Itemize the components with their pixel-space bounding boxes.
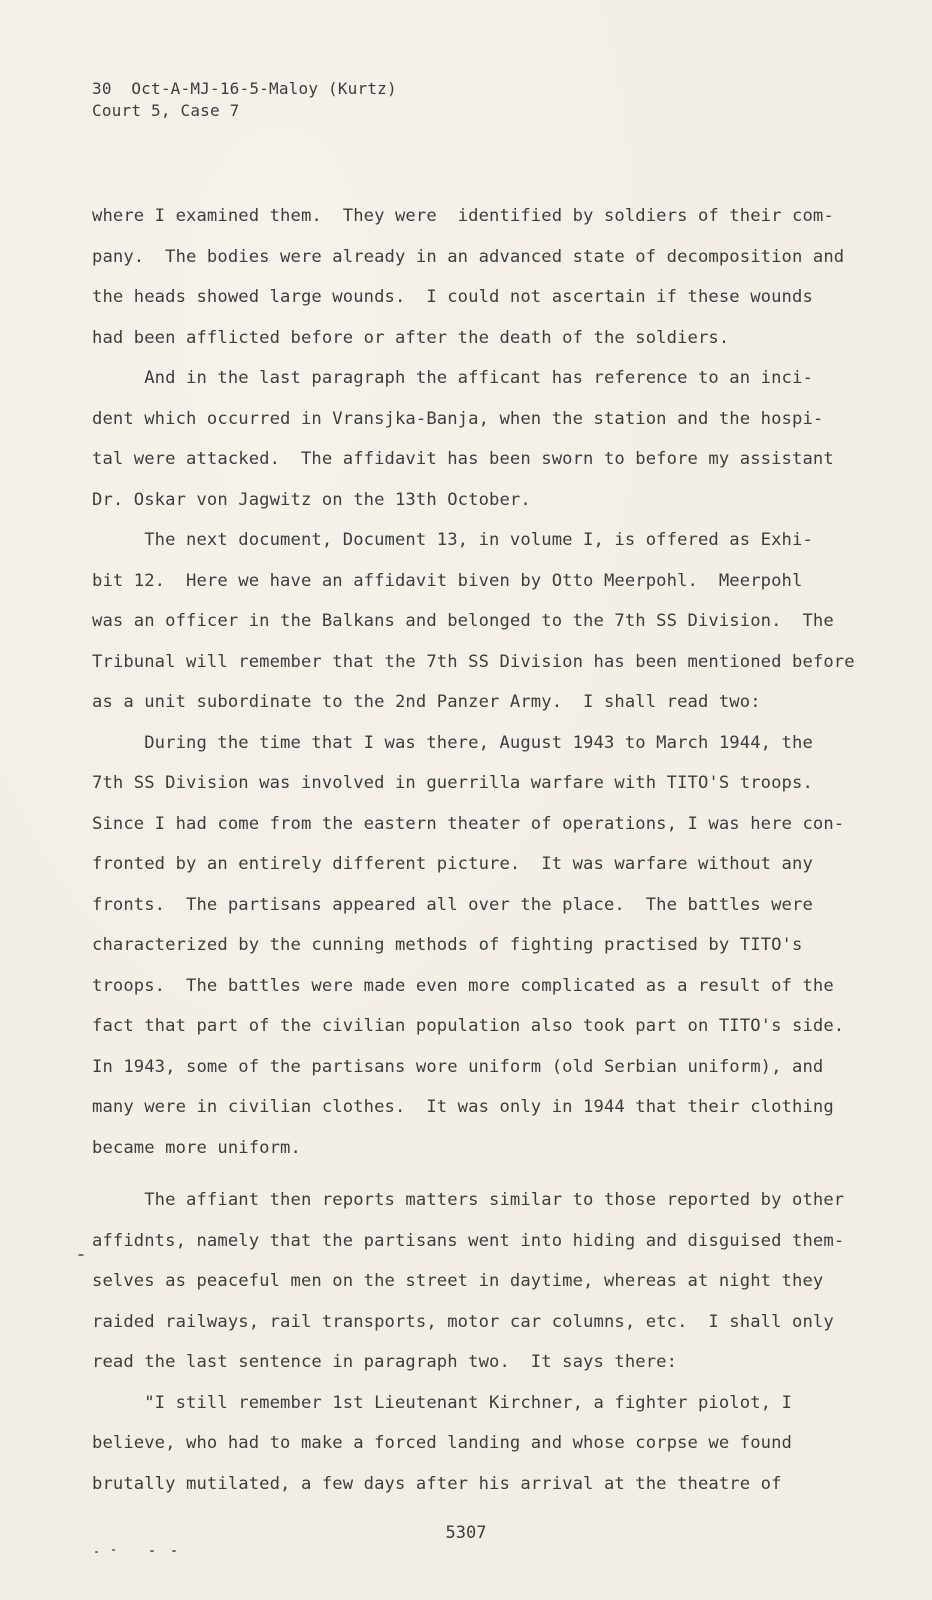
text-line: where I examined them. They were identified by soldiers of their com- <box>92 206 834 226</box>
text-line: became more uniform. <box>92 1137 301 1158</box>
document-header <box>92 78 397 122</box>
text-line: as a unit subordinate to the 2nd Panzer Army. I shall read two: <box>92 692 761 712</box>
paragraph-spacer <box>92 1168 852 1180</box>
text-line: believe, who had to make a forced landing and whose corpse we found <box>92 1433 792 1453</box>
text-line: read the last sentence in paragraph two. It says there: <box>92 1352 678 1372</box>
text-line: Since I had come from the eastern theater of operations, I was here con- <box>92 813 845 834</box>
text-line: fronts. The partisans appeared all over the place. The battles were <box>92 894 813 915</box>
text-line: Tribunal will remember that the 7th SS Division has been mentioned before <box>92 651 855 672</box>
text-line: The affiant then reports matters similar to those reported by other <box>92 1190 845 1210</box>
text-line: In 1943, some of the partisans wore uniform (old Serbian uniform), and <box>92 1056 824 1077</box>
paragraph-affiant-reports <box>92 1180 852 1383</box>
stray-ink-mark <box>150 1550 154 1552</box>
text-line: selves as peaceful men on the street in daytime, whereas at night they <box>92 1271 824 1291</box>
text-line: raided railways, rail transports, motor car columns, etc. I shall only <box>92 1311 834 1332</box>
text-line: fronted by an entirely different picture. It was warfare without any <box>92 854 813 874</box>
text-line: troops. The battles were made even more complicated as a result of the <box>92 975 834 996</box>
text-line: And in the last paragraph the afficant has reference to an inci- <box>92 368 813 388</box>
stray-ink-mark <box>172 1550 176 1552</box>
text-line: pany. The bodies were already in an advanced state of decomposition and <box>92 246 845 267</box>
text-line: brutally mutilated, a few days after his arrival at the theatre of <box>92 1473 782 1494</box>
text-line: The next document, Document 13, in volume I, is offered as Exhi- <box>92 530 813 550</box>
paragraph-document-13 <box>92 520 855 723</box>
text-line: During the time that I was there, August 1943 to March 1944, the <box>92 732 813 753</box>
text-line: fact that part of the civilian population also took part on TITO's side. <box>92 1016 845 1036</box>
text-line: bit 12. Here we have an affidavit biven by Otto Meerpohl. Meerpohl <box>92 570 803 591</box>
paragraph-quoted-testimony <box>92 723 852 1169</box>
header-file-reference: 30 Oct-A-MJ-16-5-Maloy (Kurtz) <box>92 79 397 98</box>
transcript-body <box>92 196 855 1504</box>
text-line: dent which occurred in Vransjka-Banja, when the station and the hospi- <box>92 408 824 429</box>
stray-ink-mark <box>95 1551 98 1553</box>
text-line: many were in civilian clothes. It was only in 1944 that their clothing <box>92 1097 834 1117</box>
text-line: "I still remember 1st Lieutenant Kirchner, a fighter piolot, I <box>92 1392 792 1413</box>
page-number: 5307 <box>445 1523 487 1543</box>
paragraph-examination <box>92 196 852 358</box>
paragraph-affidavit-reference <box>92 358 852 520</box>
stray-ink-mark <box>78 1254 84 1256</box>
text-line: affidnts, namely that the partisans went into hiding and disguised them- <box>92 1230 845 1251</box>
text-line: tal were attacked. The affidavit has been sworn to before my assistant <box>92 449 834 469</box>
text-line: was an officer in the Balkans and belonged to the 7th SS Division. The <box>92 611 834 631</box>
text-line: the heads showed large wounds. I could not ascertain if these wounds <box>92 287 813 307</box>
header-court-case: Court 5, Case 7 <box>92 101 240 120</box>
stray-ink-mark <box>112 1549 115 1551</box>
text-line: characterized by the cunning methods of fighting practised by TITO's <box>92 935 803 955</box>
text-line: Dr. Oskar von Jagwitz on the 13th October. <box>92 489 531 510</box>
text-line: 7th SS Division was involved in guerrilla warfare with TITO'S troops. <box>92 773 813 793</box>
paragraph-kirchner-quote <box>92 1383 852 1505</box>
text-line: had been afflicted before or after the death of the soldiers. <box>92 327 730 348</box>
